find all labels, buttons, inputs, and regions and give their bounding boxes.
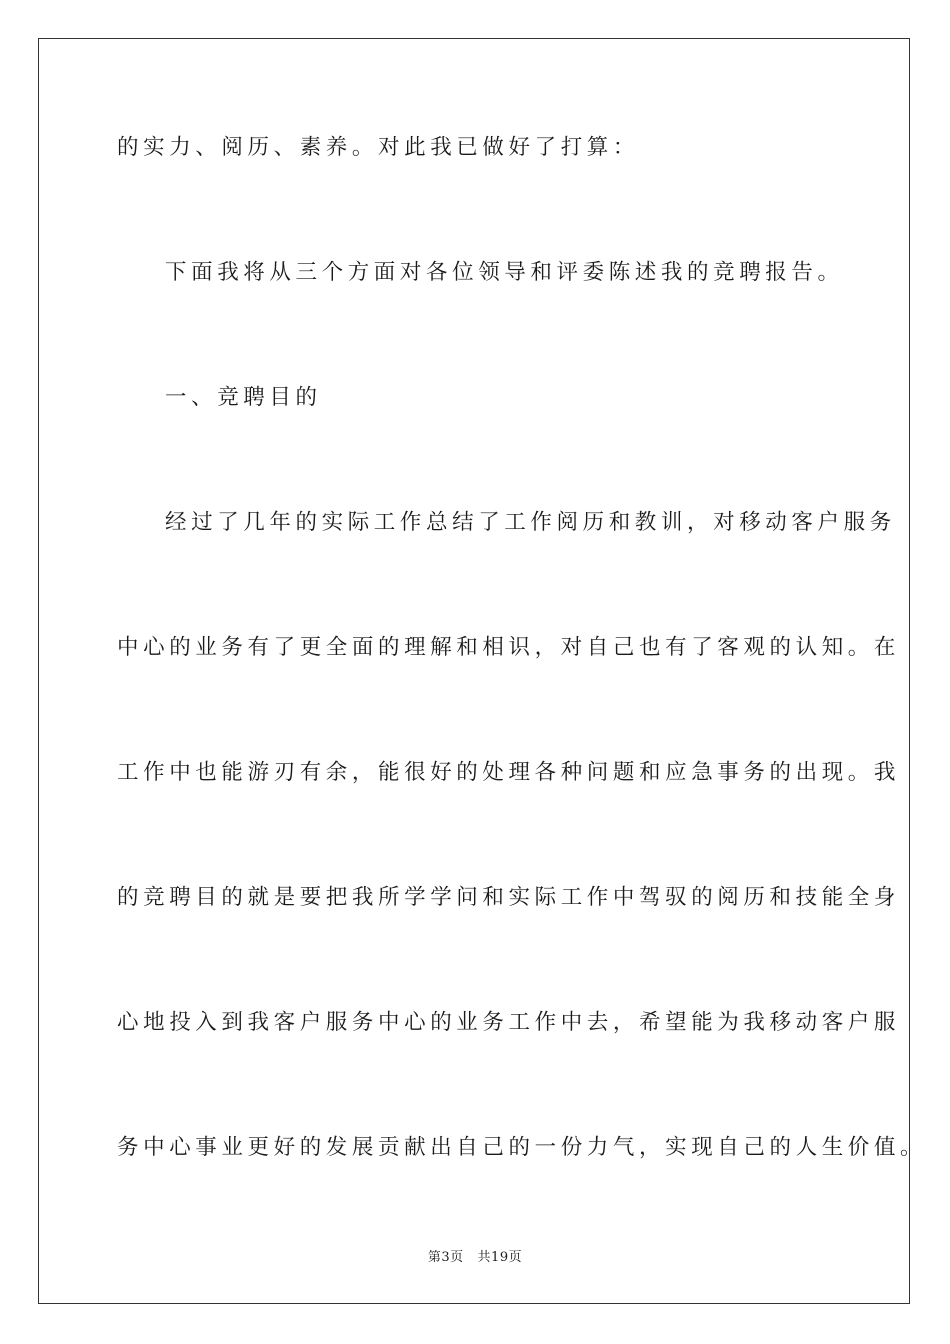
section-heading: 一、竞聘目的 [165,385,322,410]
text-line-4: 经过了几年的实际工作总结了工作阅历和教训，对移动客户服务 [165,510,896,535]
text-line-7: 的竞聘目的就是要把我所学学问和实际工作中驾驭的阅历和技能全身 [117,885,901,910]
page-number-footer: 第3页 共19页 [427,1250,523,1265]
text-line-8: 心地投入到我客户服务中心的业务工作中去，希望能为我移动客户服 [117,1010,901,1035]
text-line-1: 的实力、阅历、素养。对此我已做好了打算： [117,135,640,160]
page-border [38,38,910,1304]
text-line-2: 下面我将从三个方面对各位领导和评委陈述我的竞聘报告。 [165,260,844,285]
text-line-5: 中心的业务有了更全面的理解和相识，对自己也有了客观的认知。在 [117,635,901,660]
text-line-9: 务中心事业更好的发展贡献出自己的一份力气，实现自己的人生价值。 [117,1135,927,1160]
text-line-6: 工作中也能游刃有余，能很好的处理各种问题和应急事务的出现。我 [117,760,901,785]
